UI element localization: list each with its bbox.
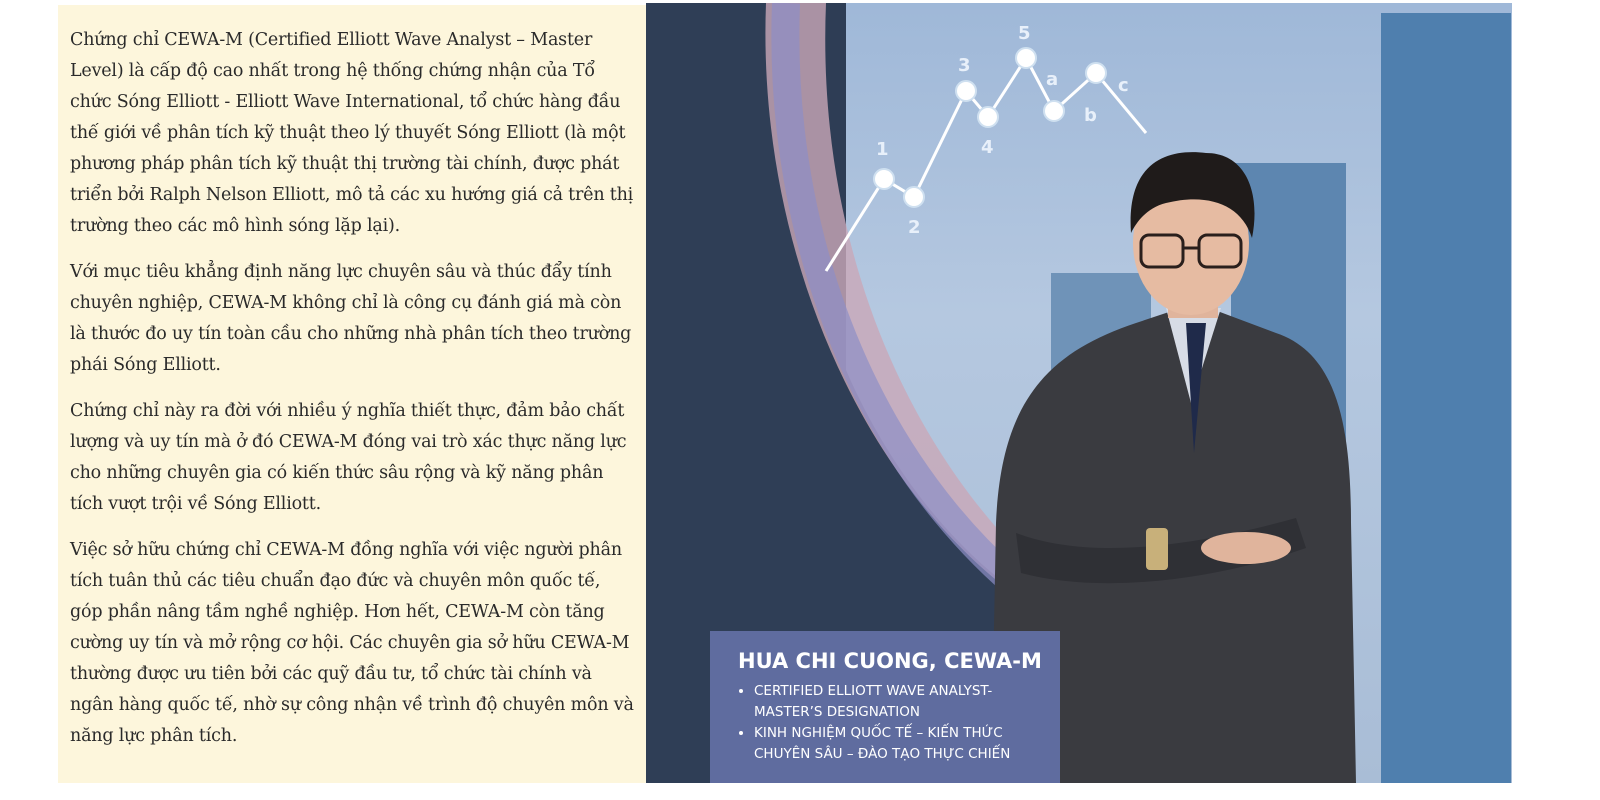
wave-label: a xyxy=(1046,69,1059,90)
paragraph: Chứng chỉ CEWA-M (Certified Elliott Wave Analyst – Master Level) là cấp độ cao nhất trong hệ thống chứng nhận của Tổ chức Sóng Elliott - Elliott Wave International, tổ chức hàng đầu thế giới về phân tích kỹ thuật theo lý thuyết Sóng Elliott (là một phương pháp phân tích kỹ thuật thị trường tài chính, được phát triển bởi Ralph Nelson Elliott, mô tả các xu hướng giá cả trên thị trường theo các mô hình sóng lặp lại). xyxy=(70,30,634,236)
elliott-wave-chart xyxy=(826,58,1146,271)
paragraph: Việc sở hữu chứng chỉ CEWA-M đồng nghĩa với việc người phân tích tuân thủ các tiêu chuẩn đạo đức và chuyên môn quốc tế, góp phần nâng tầm nghề nghiệp. Hơn hết, CEWA-M còn tăng cường uy tín và mở rộng cơ hội. Các chuyên gia sở hữu CEWA-M thường được ưu tiên bởi các quỹ đầu tư, tổ chức tài chính và ngân hàng quốc tế, nhờ sự công nhận về trình độ chuyên môn và năng lực phân tích. xyxy=(70,540,634,746)
building-right xyxy=(1381,13,1511,783)
wave-label: c xyxy=(1118,75,1129,96)
paragraph: Chứng chỉ này ra đời với nhiều ý nghĩa thiết thực, đảm bảo chất lượng và uy tín mà ở đó CEWA-M đóng vai trò xác thực năng lực cho những chuyên gia có kiến thức sâu rộng và kỹ năng phân tích vượt trội về Sóng Elliott. xyxy=(70,401,627,514)
credential-item: • KINH NGHIỆM QUỐC TẾ – KIẾN THỨC CHUYÊN SÂU – ĐÀO TẠO THỰC CHIẾN xyxy=(754,723,1060,765)
paragraph: Với mục tiêu khẳng định năng lực chuyên sâu và thúc đẩy tính chuyên nghiệp, CEWA-M không chỉ là công cụ đánh giá mà còn là thước đo uy tín toàn cầu cho những nhà phân tích theo trường phái Sóng Elliott. xyxy=(70,262,632,375)
profile-name: HUA CHI CUONG, CEWA-M xyxy=(738,649,1042,673)
wave-points xyxy=(874,48,1106,207)
credential-item: • CERTIFIED ELLIOTT WAVE ANALYST- MASTER’S DESIGNATION xyxy=(754,681,1060,723)
wave-label: 1 xyxy=(876,139,889,160)
wave-label: 3 xyxy=(958,55,971,76)
profile-info-box xyxy=(710,631,1060,783)
profile-banner-image xyxy=(646,3,1512,783)
wave-label: b xyxy=(1084,105,1097,126)
article-text-panel xyxy=(58,5,646,783)
credentials-list xyxy=(738,681,1060,765)
wave-label: 2 xyxy=(908,217,921,238)
wave-label: 4 xyxy=(981,137,994,158)
wave-label: 5 xyxy=(1018,23,1031,44)
